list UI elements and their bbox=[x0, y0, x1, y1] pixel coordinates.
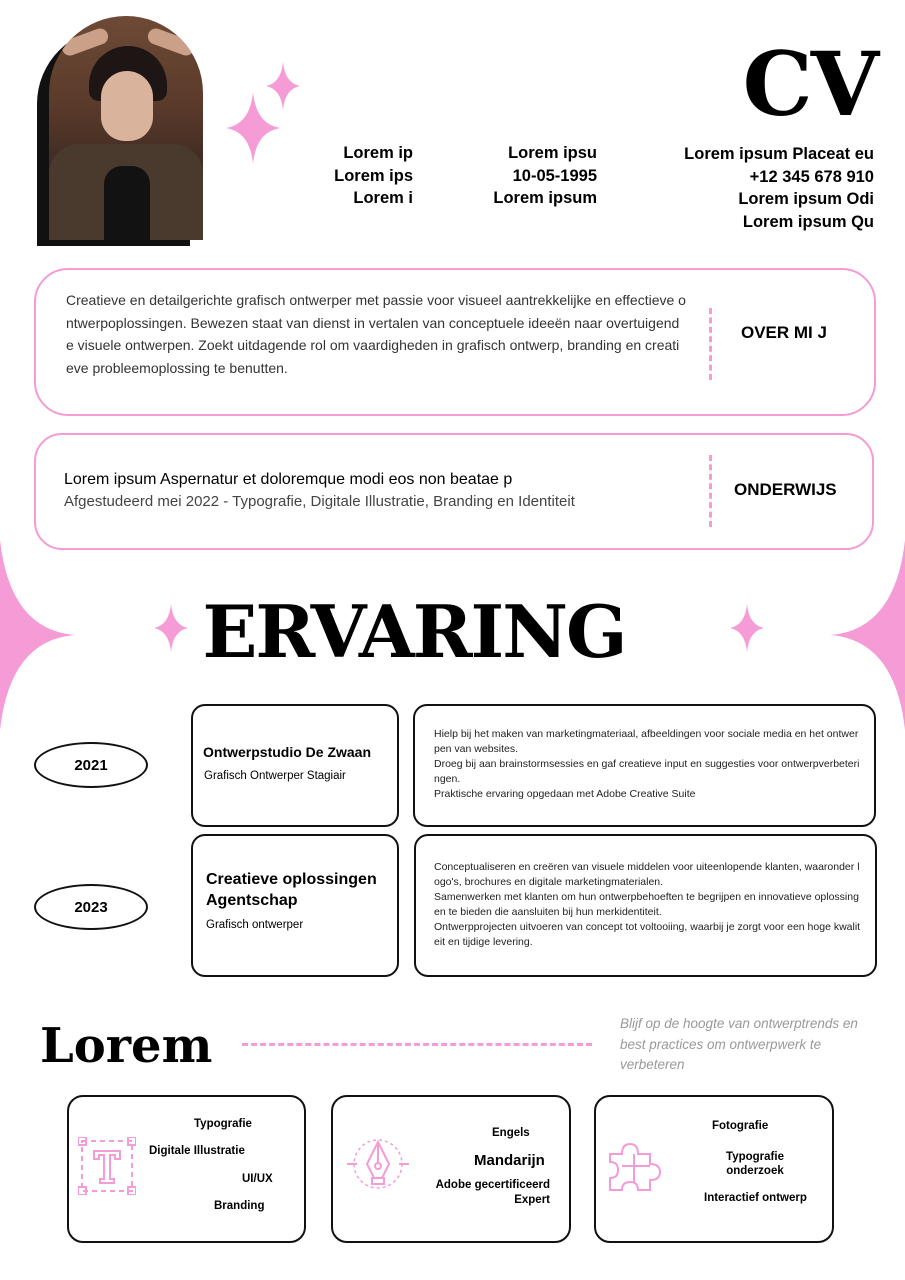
profile-photo bbox=[49, 16, 203, 240]
sparkle-icon bbox=[730, 604, 764, 652]
experience-card bbox=[191, 704, 399, 827]
skill-item: Branding bbox=[214, 1200, 265, 1212]
left-pink-star-decoration bbox=[0, 540, 80, 730]
skills-heading: Lorem bbox=[40, 1018, 213, 1074]
year-badge: 2023 bbox=[34, 884, 148, 930]
education-divider bbox=[709, 455, 712, 527]
header-contact bbox=[684, 143, 874, 233]
job-description: Hielp bij het maken van marketingmateriaal, afbeeldingen voor sociale media en het ontwerpen van websites. Droeg bij aan brainstormsessies en gaf creatieve input en suggesties voor ontwerpverbeteringen. Praktische ervaring opgedaan met Adobe Creative Suite bbox=[434, 728, 860, 800]
typography-icon bbox=[78, 1137, 136, 1195]
sparkle-icon bbox=[266, 62, 300, 110]
education-detail: Afgestudeerd mei 2022 - Typografie, Digitale Illustratie, Branding en Identiteit bbox=[64, 493, 575, 510]
header-col2 bbox=[493, 142, 597, 210]
job-role: Grafisch ontwerper bbox=[206, 919, 304, 931]
right-pink-star-decoration bbox=[825, 540, 905, 730]
skill-item: Digitale Illustratie bbox=[149, 1145, 245, 1157]
about-divider bbox=[709, 308, 712, 380]
about-label: OVER MI J bbox=[741, 323, 827, 342]
header-col2-line: 10-05-1995 bbox=[512, 166, 597, 185]
puzzle-icon bbox=[604, 1136, 664, 1196]
contact-line: Lorem ipsum Odi bbox=[738, 190, 874, 208]
contact-phone: +12 345 678 910 bbox=[749, 167, 874, 186]
education-label: ONDERWIJS bbox=[734, 480, 837, 499]
skill-item: Typografie bbox=[194, 1118, 252, 1130]
experience-heading: ERVARING bbox=[202, 589, 626, 674]
sparkle-icon bbox=[154, 604, 188, 652]
header-col2-line: Lorem ipsum bbox=[493, 189, 597, 207]
skills-tagline: Blijf op de hoogte van ontwerptrends en best practices om ontwerpwerk te verbeteren bbox=[620, 1016, 858, 1072]
contact-line: Lorem ipsum Placeat eu bbox=[684, 145, 874, 163]
skill-item: Adobe gecertificeerd Expert bbox=[435, 1179, 550, 1206]
skills-divider bbox=[242, 1043, 592, 1046]
education-school: Lorem ipsum Aspernatur et doloremque modi eos non beatae p bbox=[64, 471, 513, 488]
company-name: Ontwerpstudio De Zwaan bbox=[203, 744, 372, 760]
pen-tool-icon bbox=[345, 1134, 411, 1194]
header-col1-line: Lorem ip bbox=[343, 144, 413, 162]
skill-item: Typografie onderzoek bbox=[726, 1151, 784, 1177]
header-col1 bbox=[334, 142, 413, 210]
skill-item: Fotografie bbox=[712, 1120, 769, 1132]
skill-item: Mandarijn bbox=[474, 1152, 545, 1169]
cv-title: CV bbox=[742, 32, 877, 136]
about-text: Creatieve en detailgerichte grafisch ontwerper met passie voor visueel aantrekkelijke en effectieve ontwerpoplossingen. Bewezen staat van dienst in vertalen van conceptuele ideeën naar overtuigende visuele ontwerpen. Zoekt uitdagende rol om vaardigheden in grafisch ontwerp, branding en creatieve probleemoplossing te benutten. bbox=[66, 292, 686, 376]
skill-item: UI/UX bbox=[242, 1173, 273, 1185]
company-name: Creatieve oplossingen Agentschap bbox=[206, 871, 377, 909]
skill-item: Interactief ontwerp bbox=[704, 1192, 807, 1204]
header-col1-line: Lorem ips bbox=[334, 166, 413, 185]
contact-line: Lorem ipsum Qu bbox=[742, 212, 874, 231]
header-col2-line: Lorem ipsu bbox=[508, 144, 597, 162]
job-description: Conceptualiseren en creëren van visuele middelen voor uiteenlopende klanten, waaronder logo's, brochures en digitale marketingmaterialen. Samenwerken met klanten om hun ontwerpbehoeften te begrijpen en innovatieve oplossingen te bieden die aansluiten bij hun merkidentiteit. Ontwerpprojecten uitvoeren van concept tot voltooiing, waarbij je zorgt voor een hoge kwaliteit en tijdige levering. bbox=[434, 861, 861, 948]
skill-item: Engels bbox=[492, 1127, 530, 1139]
year-badge: 2021 bbox=[34, 742, 148, 788]
job-role: Grafisch Ontwerper Stagiair bbox=[204, 770, 346, 782]
header-col1-line: Lorem i bbox=[353, 189, 413, 207]
